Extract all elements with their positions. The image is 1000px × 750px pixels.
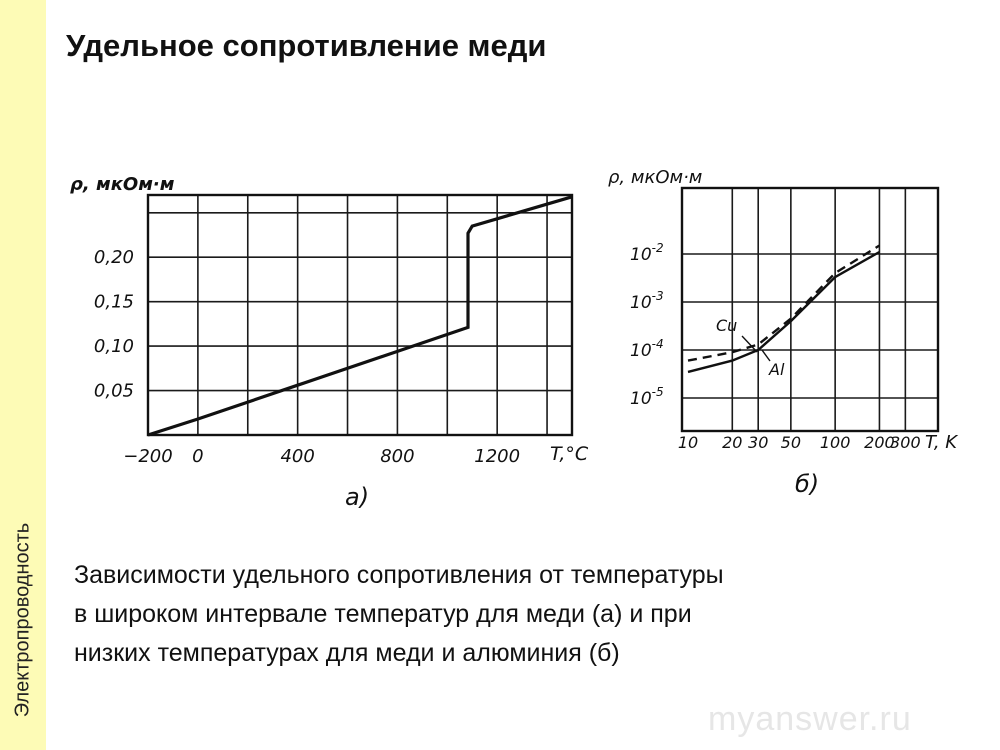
y-tick-label: $10^{-2}$ (630, 241, 664, 265)
chart-a-ylabel: ρ, мкОм·м (70, 174, 175, 195)
x-tick-label: 50 (780, 433, 802, 452)
page-title: Удельное сопротивление меди (66, 28, 547, 63)
chart-b-ticks (630, 241, 921, 452)
y-tick-label: $10^{-4}$ (630, 337, 664, 361)
x-tick-label: 300 (890, 433, 921, 452)
x-tick-label: 1200 (474, 446, 521, 467)
series-line-al (688, 252, 879, 372)
x-tick-label: 800 (380, 446, 415, 467)
caption (74, 556, 974, 673)
chart-a-series (148, 197, 572, 435)
chart-b (608, 167, 958, 498)
chart-b-label-al: Al (769, 360, 785, 379)
y-tick-label: $10^{-3}$ (630, 289, 664, 313)
x-tick-label: −200 (123, 446, 173, 467)
x-tick-label: 200 (864, 433, 895, 452)
y-tick-label: 0,05 (93, 380, 134, 402)
x-tick-label: 30 (748, 433, 769, 452)
chart-a-grid (148, 195, 572, 435)
chart-a-panel-label: а) (345, 483, 370, 511)
caption-line: в широком интервале температур для меди (а) и при (74, 600, 692, 628)
series-line-cu (688, 246, 879, 361)
chart-a-xlabel: T,°C (550, 443, 589, 465)
y-tick-label: 0,20 (93, 247, 134, 269)
chart-b-grid (682, 188, 938, 431)
x-tick-label: 0 (192, 446, 204, 467)
y-tick-label: 0,10 (93, 336, 134, 358)
chart-b-series (688, 246, 879, 372)
sidebar-label: Электропроводность (11, 522, 34, 718)
chart-a-frame (148, 195, 572, 435)
chart-a (70, 174, 589, 511)
x-tick-label: 100 (819, 433, 851, 452)
caption-line: низких температурах для меди и алюминия (б) (74, 639, 620, 667)
series-line-cu (148, 197, 572, 435)
x-tick-label: 20 (722, 433, 743, 452)
y-tick-label: $10^{-5}$ (630, 385, 664, 409)
y-tick-label: 0,15 (93, 291, 134, 313)
watermark: myanswer.ru (708, 700, 912, 738)
chart-b-frame (682, 188, 938, 431)
chart-b-ylabel: ρ, мкОм·м (608, 167, 703, 188)
chart-b-xlabel: T, K (925, 432, 958, 453)
x-tick-label: 10 (677, 433, 699, 452)
x-tick-label: 400 (280, 446, 315, 467)
chart-b-label-cu: Cu (716, 316, 738, 335)
caption-line: Зависимости удельного сопротивления от температуры (74, 561, 724, 589)
chart-b-panel-label: б) (795, 470, 820, 498)
